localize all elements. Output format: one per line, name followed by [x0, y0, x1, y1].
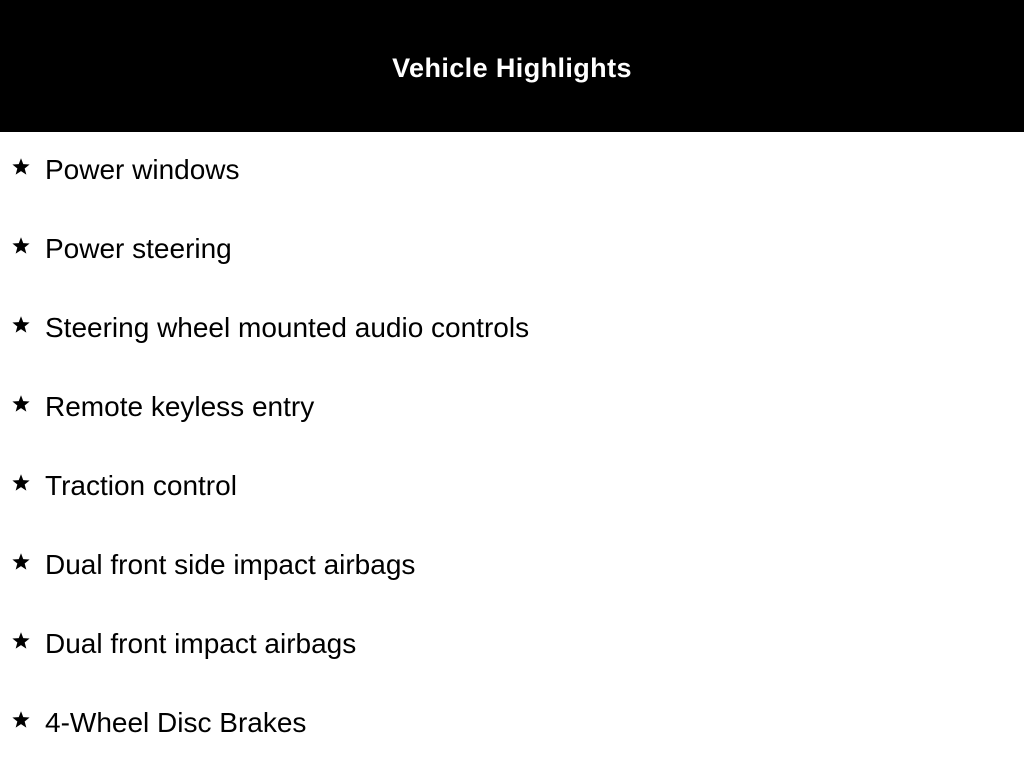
list-item	[0, 132, 1024, 211]
list-item	[0, 448, 1024, 527]
list-item-label: Dual front side impact airbags	[45, 549, 416, 580]
page-title: Vehicle Highlights	[392, 52, 632, 83]
header-banner	[0, 0, 1024, 132]
list-item	[0, 290, 1024, 369]
star-icon	[11, 710, 31, 730]
star-icon	[11, 473, 31, 493]
star-icon	[11, 315, 31, 335]
list-item-label: Steering wheel mounted audio controls	[45, 312, 530, 343]
list-item	[0, 211, 1024, 290]
star-icon	[11, 631, 31, 651]
list-item	[0, 606, 1024, 685]
list-item-label: Dual front impact airbags	[45, 628, 357, 659]
list-item	[0, 527, 1024, 606]
star-icon	[11, 236, 31, 256]
list-item	[0, 685, 1024, 764]
list-item-label: Traction control	[45, 470, 237, 501]
star-icon	[11, 552, 31, 572]
star-icon	[11, 394, 31, 414]
list-item-label: Power steering	[45, 233, 232, 264]
list-item	[0, 369, 1024, 448]
highlights-list	[0, 132, 1024, 764]
list-item-label: Power windows	[45, 154, 240, 185]
star-icon	[11, 157, 31, 177]
list-item-label: 4-Wheel Disc Brakes	[45, 707, 307, 738]
list-item-label: Remote keyless entry	[45, 391, 315, 422]
